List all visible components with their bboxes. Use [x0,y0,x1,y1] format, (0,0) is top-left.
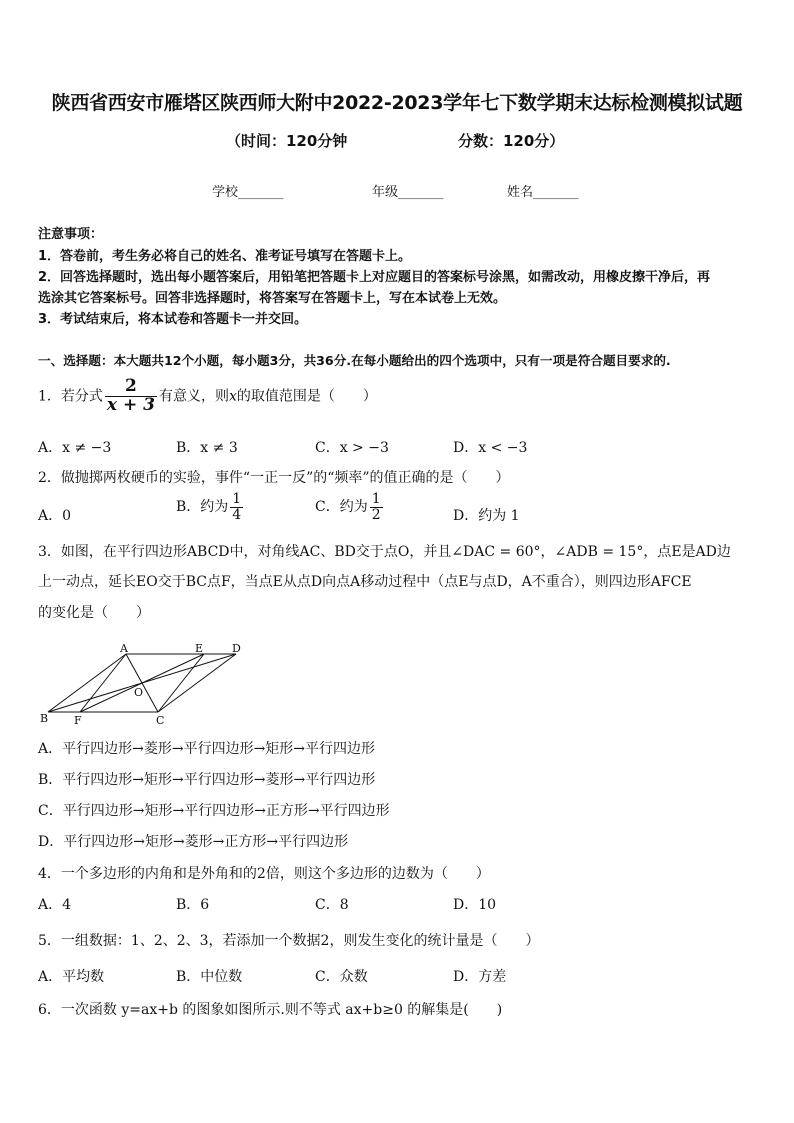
q1-option-d[interactable]: D．x < −3 [453,440,528,456]
q1-prefix: 1．若分式 [38,388,103,405]
q2-b-den: 4 [232,506,242,523]
q3-option-b[interactable]: B．平行四边形→矩形→平行四边形→菱形→平行四边形 [38,772,376,788]
q2-option-b-label: B．约为 [176,499,229,516]
label-f: F [74,714,82,726]
q1-frac-num: 2 [105,378,157,397]
q2-option-a[interactable]: A．0 [38,508,72,524]
q1-option-c[interactable]: C．x > −3 [315,440,389,456]
q2-option-b-frac [230,492,243,522]
q2-option-c[interactable] [315,492,385,522]
name-field[interactable]: 姓名_______ [507,185,579,200]
question-5: 5．一组数据：1、2、2、3，若添加一个数据2，则发生变化的统计量是（ ） [38,933,540,949]
q5-option-c[interactable]: C．众数 [315,969,368,985]
label-o: O [134,686,144,699]
q2-option-b[interactable] [176,492,245,522]
question-6: 6．一次函数 y=ax+b 的图象如图所示.则不等式 ax+b≥0 的解集是( ) [38,1002,503,1018]
label-c: C [156,714,165,726]
q2-option-d[interactable]: D．约为 1 [453,508,520,524]
q1-suffix: 有意义，则 [158,388,229,405]
q2-option-c-label: C．约为 [315,499,368,516]
q4-option-d[interactable]: D．10 [453,897,497,913]
notice-item-3: 3．考试结束后，将本试卷和答题卡一并交回。 [38,312,308,327]
q3-option-a[interactable]: A．平行四边形→菱形→平行四边形→矩形→平行四边形 [38,741,376,757]
q1-var: x [228,388,237,405]
q5-option-d[interactable]: D．方差 [453,969,507,985]
question-3-line2: 上一动点，延长EO交于BC点F，当点E从点D向点A移动过程中（点E与点D，A不重合），则四边形AFCE [38,574,692,590]
school-field[interactable]: 学校_______ [212,185,284,200]
q4-option-c[interactable]: C．8 [315,897,349,913]
notice-item-1: 1．答卷前，考生务必将自己的姓名、准考证号填写在答题卡上。 [38,249,412,264]
q2-b-num: 1 [232,491,242,507]
q2-option-c-frac [370,492,383,522]
q1-fraction [105,378,157,415]
label-a: A [120,644,128,655]
q1-frac-den: x + 3 [106,394,155,415]
q2-c-num: 1 [371,491,381,507]
q3-option-d[interactable]: D．平行四边形→矩形→菱形→正方形→平行四边形 [38,834,349,850]
exam-time: （时间：120分钟 [226,132,348,150]
exam-title: 陕西省西安市雁塔区陕西师大附中2022-2023学年七下数学期末达标检测模拟试题 [51,92,743,114]
label-e: E [195,644,204,655]
q1-option-b[interactable]: B．x ≠ 3 [176,440,238,456]
question-4: 4．一个多边形的内角和是外角和的2倍，则这个多边形的边数为（ ） [38,866,490,882]
label-d: D [232,644,241,655]
notice-heading: 注意事项： [38,227,104,242]
section-heading: 一、选择题：本大题共12个小题，每小题3分，共36分.在每小题给出的四个选项中，只有一项是符合题目要求的. [38,353,671,368]
q1-option-a[interactable]: A．x ≠ −3 [38,440,112,456]
question-2: 2．做抛掷两枚硬币的实验，事件“一正一反”的“频率”的值正确的是（ ） [38,470,510,486]
question-3-line3: 的变化是（ ） [38,605,150,621]
segment-ef [80,654,204,712]
parallelogram-figure [36,644,250,726]
exam-score: 分数：120分） [458,132,565,150]
grade-field[interactable]: 年级_______ [372,185,444,200]
q5-option-b[interactable]: B．中位数 [176,969,243,985]
question-3-line1: 3．如图，在平行四边形ABCD中，对角线AC、BD交于点O，并且∠DAC = 60°，∠ADB = 15°，点E是AD边 [38,544,731,560]
q3-option-c[interactable]: C．平行四边形→矩形→平行四边形→正方形→平行四边形 [38,803,390,819]
notice-item-2-cont: 选涂其它答案标号。回答非选择题时，将答案写在答题卡上，写在本试卷上无效。 [38,291,507,306]
q4-option-a[interactable]: A．4 [38,897,72,913]
q1-suffix2: 的取值范围是（ ） [236,388,377,405]
q2-c-den: 2 [371,506,381,523]
label-b: B [40,712,49,725]
question-1 [38,378,377,415]
q5-option-a[interactable]: A．平均数 [38,969,105,985]
notice-item-2: 2．回答选择题时，选出每小题答案后，用铅笔把答题卡上对应题目的答案标号涂黑，如需改动，用橡皮擦干净后，再 [38,270,711,285]
q4-option-b[interactable]: B．6 [176,897,210,913]
